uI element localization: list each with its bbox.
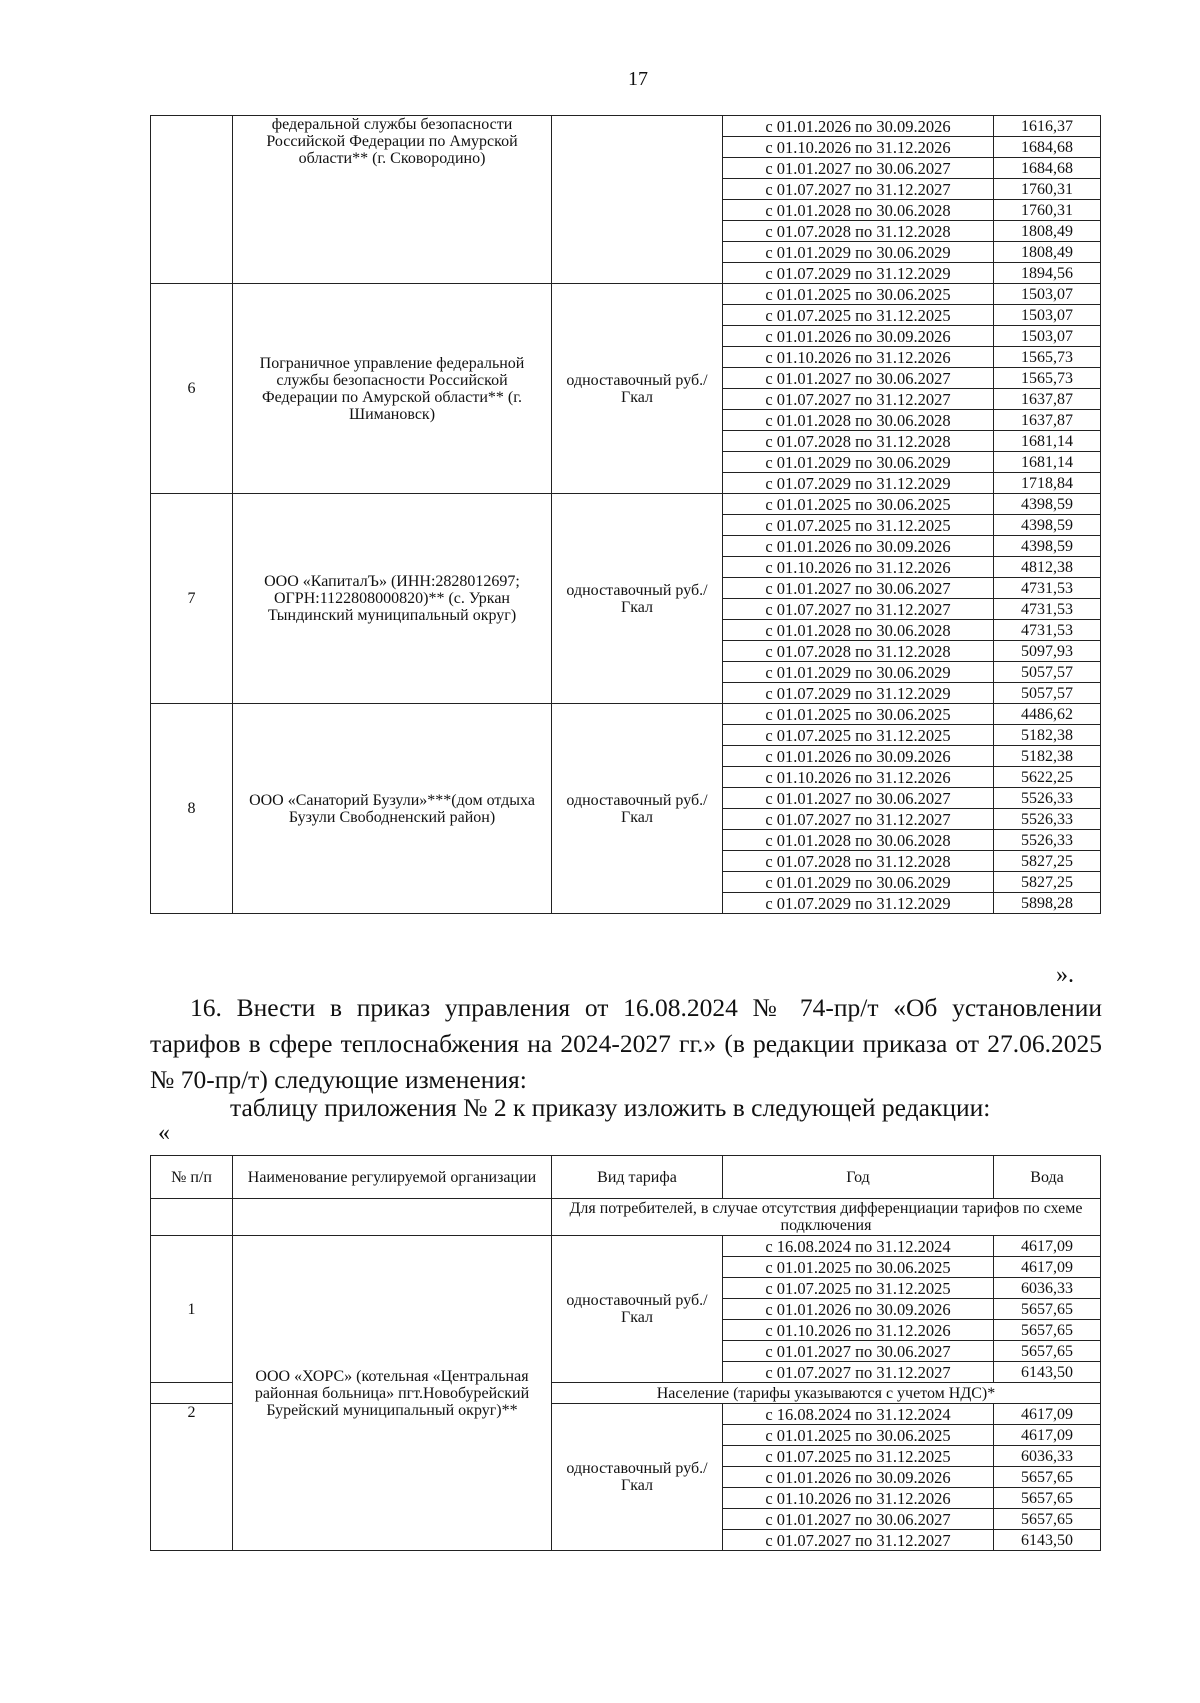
tariff-value: 4731,53 [994, 620, 1101, 641]
row-number: 2 [151, 1404, 233, 1551]
period-cell: с 01.07.2027 по 31.12.2027 [723, 1362, 994, 1383]
period-cell: с 01.01.2028 по 30.06.2028 [723, 410, 994, 431]
period-cell: с 01.07.2025 по 31.12.2025 [723, 1278, 994, 1299]
period-cell: с 01.01.2027 по 30.06.2027 [723, 368, 994, 389]
period-cell: с 01.07.2025 по 31.12.2025 [723, 725, 994, 746]
period-cell: с 01.01.2025 по 30.06.2025 [723, 494, 994, 515]
tariff-value: 5657,65 [994, 1509, 1101, 1530]
tariff-value: 1684,68 [994, 158, 1101, 179]
tariff-type: одноставочный руб./Гкал [552, 704, 723, 914]
period-cell: с 01.10.2026 по 31.12.2026 [723, 767, 994, 788]
tariff-value: 5827,25 [994, 872, 1101, 893]
period-cell: с 01.07.2027 по 31.12.2027 [723, 179, 994, 200]
tariff-type: одноставочный руб./Гкал [552, 494, 723, 704]
tariff-value: 4617,09 [994, 1236, 1101, 1257]
period-cell: с 01.07.2025 по 31.12.2025 [723, 515, 994, 536]
period-cell: с 01.07.2028 по 31.12.2028 [723, 221, 994, 242]
tariff-value: 4486,62 [994, 704, 1101, 725]
tariff-table-appendix-2 [150, 1155, 1101, 1551]
period-cell: с 01.07.2028 по 31.12.2028 [723, 431, 994, 452]
tariff-value: 1894,56 [994, 263, 1101, 284]
tariff-value: 5057,57 [994, 683, 1101, 704]
period-cell: с 01.10.2026 по 31.12.2026 [723, 557, 994, 578]
row-number: 6 [151, 284, 233, 494]
period-cell: с 01.01.2026 по 30.09.2026 [723, 536, 994, 557]
period-cell: с 01.07.2025 по 31.12.2025 [723, 1446, 994, 1467]
tariff-value: 5526,33 [994, 830, 1101, 851]
tariff-value: 1503,07 [994, 305, 1101, 326]
section-consumers-label: Для потребителей, в случае отсутствия дифференциации тарифов по схеме подключения [552, 1199, 1101, 1236]
period-cell: с 01.01.2028 по 30.06.2028 [723, 620, 994, 641]
tariff-value: 1760,31 [994, 200, 1101, 221]
period-cell: с 01.01.2025 по 30.06.2025 [723, 704, 994, 725]
tariff-value: 6036,33 [994, 1446, 1101, 1467]
closing-quote: ». [1056, 962, 1074, 988]
tariff-value: 4398,59 [994, 494, 1101, 515]
tariff-value: 4812,38 [994, 557, 1101, 578]
period-cell: с 01.01.2029 по 30.06.2029 [723, 662, 994, 683]
period-cell: с 01.10.2026 по 31.12.2026 [723, 347, 994, 368]
tariff-type: одноставочный руб./Гкал [552, 1236, 723, 1383]
organization-name: ООО «Санаторий Бузули»***(дом отдыха Бузули Свободненский район) [233, 704, 552, 914]
paragraph-16: 16. Внести в приказ управления от 16.08.2024 № 74-пр/т «Об установлении тарифов в сфере теплоснабжения на 2024-2027 гг.» (в редакции приказа от 27.06.2025 № 70-пр/т) следующие изменения: [150, 993, 1102, 1094]
period-cell: с 01.01.2026 по 30.09.2026 [723, 1467, 994, 1488]
tariff-value: 4731,53 [994, 578, 1101, 599]
tariff-type: одноставочный руб./Гкал [552, 284, 723, 494]
organization-name: федеральной службы безопасности Российской Федерации по Амурской области** (г. Сковородино) [233, 116, 552, 284]
period-cell: с 01.01.2026 по 30.09.2026 [723, 326, 994, 347]
tariff-value: 4731,53 [994, 599, 1101, 620]
period-cell: с 01.10.2026 по 31.12.2026 [723, 137, 994, 158]
period-cell: с 01.01.2025 по 30.06.2025 [723, 1257, 994, 1278]
period-cell: с 01.01.2027 по 30.06.2027 [723, 1341, 994, 1362]
tariff-value: 4398,59 [994, 536, 1101, 557]
period-cell: с 01.01.2026 по 30.09.2026 [723, 1299, 994, 1320]
table-row [151, 1236, 1101, 1257]
table-row [151, 704, 1101, 725]
period-cell: с 01.07.2027 по 31.12.2027 [723, 599, 994, 620]
period-cell: с 01.07.2027 по 31.12.2027 [723, 389, 994, 410]
tariff-value: 5657,65 [994, 1467, 1101, 1488]
tariff-value: 5182,38 [994, 746, 1101, 767]
tariff-value: 1760,31 [994, 179, 1101, 200]
period-cell: с 01.07.2028 по 31.12.2028 [723, 851, 994, 872]
organization-name: ООО «КапиталЪ» (ИНН:2828012697; ОГРН:1122808000820)** (с. Уркан Тындинский муниципальный округ) [233, 494, 552, 704]
period-cell: с 01.07.2028 по 31.12.2028 [723, 641, 994, 662]
tariff-value: 1565,73 [994, 347, 1101, 368]
header-water: Вода [994, 1156, 1101, 1199]
period-cell: с 01.01.2028 по 30.06.2028 [723, 200, 994, 221]
tariff-table-continued [150, 115, 1101, 914]
row-number: 8 [151, 704, 233, 914]
period-cell: с 01.07.2029 по 31.12.2029 [723, 893, 994, 914]
tariff-value: 1503,07 [994, 326, 1101, 347]
period-cell: с 01.01.2029 по 30.06.2029 [723, 872, 994, 893]
tariff-value: 5657,65 [994, 1320, 1101, 1341]
tariff-value: 1681,14 [994, 452, 1101, 473]
tariff-value: 5898,28 [994, 893, 1101, 914]
tariff-value: 1616,37 [994, 116, 1101, 137]
tariff-value: 6143,50 [994, 1362, 1101, 1383]
tariff-value: 4617,09 [994, 1425, 1101, 1446]
tariff-value: 1565,73 [994, 368, 1101, 389]
organization-name: Пограничное управление федеральной службы безопасности Российской Федерации по Амурской области** (г. Шимановск) [233, 284, 552, 494]
tariff-value: 4617,09 [994, 1404, 1101, 1425]
period-cell: с 01.10.2026 по 31.12.2026 [723, 1488, 994, 1509]
tariff-value: 1681,14 [994, 431, 1101, 452]
period-cell: с 01.01.2027 по 30.06.2027 [723, 1509, 994, 1530]
tariff-value: 5657,65 [994, 1488, 1101, 1509]
period-cell: с 16.08.2024 по 31.12.2024 [723, 1236, 994, 1257]
tariff-value: 1684,68 [994, 137, 1101, 158]
section-population-label: Население (тарифы указываются с учетом НДС)* [552, 1383, 1101, 1404]
header-organization: Наименование регулируемой организации [233, 1156, 552, 1199]
tariff-value: 6143,50 [994, 1530, 1101, 1551]
period-cell: с 01.07.2027 по 31.12.2027 [723, 809, 994, 830]
period-cell: с 01.01.2027 по 30.06.2027 [723, 788, 994, 809]
period-cell: с 01.01.2028 по 30.06.2028 [723, 830, 994, 851]
page-number: 17 [628, 68, 648, 90]
tariff-value: 5657,65 [994, 1341, 1101, 1362]
table-row [151, 494, 1101, 515]
period-cell: с 01.07.2025 по 31.12.2025 [723, 305, 994, 326]
row-number [151, 116, 233, 284]
tariff-type: одноставочный руб./Гкал [552, 1404, 723, 1551]
tariff-value: 4398,59 [994, 515, 1101, 536]
tariff-value: 1718,84 [994, 473, 1101, 494]
period-cell: с 01.01.2029 по 30.06.2029 [723, 242, 994, 263]
tariff-value: 6036,33 [994, 1278, 1101, 1299]
period-cell: с 01.07.2029 по 31.12.2029 [723, 473, 994, 494]
table-header-row [151, 1156, 1101, 1199]
tariff-value: 1637,87 [994, 389, 1101, 410]
tariff-type [552, 116, 723, 284]
tariff-value: 1808,49 [994, 242, 1101, 263]
section-row-consumers [151, 1199, 1101, 1236]
tariff-value: 5526,33 [994, 788, 1101, 809]
period-cell: с 01.01.2027 по 30.06.2027 [723, 158, 994, 179]
tariff-value: 5182,38 [994, 725, 1101, 746]
tariff-value: 1808,49 [994, 221, 1101, 242]
tariff-value: 1503,07 [994, 284, 1101, 305]
period-cell: с 01.01.2026 по 30.09.2026 [723, 116, 994, 137]
tariff-value: 5097,93 [994, 641, 1101, 662]
tariff-value: 5057,57 [994, 662, 1101, 683]
row-number: 7 [151, 494, 233, 704]
header-number: № п/п [151, 1156, 233, 1199]
tariff-value: 5622,25 [994, 767, 1101, 788]
row-number: 1 [151, 1236, 233, 1383]
period-cell: с 01.01.2025 по 30.06.2025 [723, 284, 994, 305]
tariff-value: 5526,33 [994, 809, 1101, 830]
period-cell: с 01.07.2027 по 31.12.2027 [723, 1530, 994, 1551]
period-cell: с 01.01.2026 по 30.09.2026 [723, 746, 994, 767]
empty-cell [151, 1383, 233, 1404]
period-cell: с 01.07.2029 по 31.12.2029 [723, 263, 994, 284]
table-row [151, 116, 1101, 137]
period-cell: с 01.07.2029 по 31.12.2029 [723, 683, 994, 704]
period-cell: с 16.08.2024 по 31.12.2024 [723, 1404, 994, 1425]
period-cell: с 01.01.2027 по 30.06.2027 [723, 578, 994, 599]
opening-quote: « [158, 1120, 170, 1146]
tariff-value: 4617,09 [994, 1257, 1101, 1278]
paragraph-table-instruction: таблицу приложения № 2 к приказу изложить в следующей редакции: [230, 1093, 991, 1122]
period-cell: с 01.01.2025 по 30.06.2025 [723, 1425, 994, 1446]
header-period: Год [723, 1156, 994, 1199]
header-tariff-type: Вид тарифа [552, 1156, 723, 1199]
table-row [151, 284, 1101, 305]
period-cell: с 01.10.2026 по 31.12.2026 [723, 1320, 994, 1341]
tariff-value: 1637,87 [994, 410, 1101, 431]
period-cell: с 01.01.2029 по 30.06.2029 [723, 452, 994, 473]
tariff-value: 5657,65 [994, 1299, 1101, 1320]
tariff-value: 5827,25 [994, 851, 1101, 872]
organization-name: ООО «ХОРС» (котельная «Центральная районная больница» пгт.Новобурейский Бурейский муниципальный округ)** [233, 1236, 552, 1551]
